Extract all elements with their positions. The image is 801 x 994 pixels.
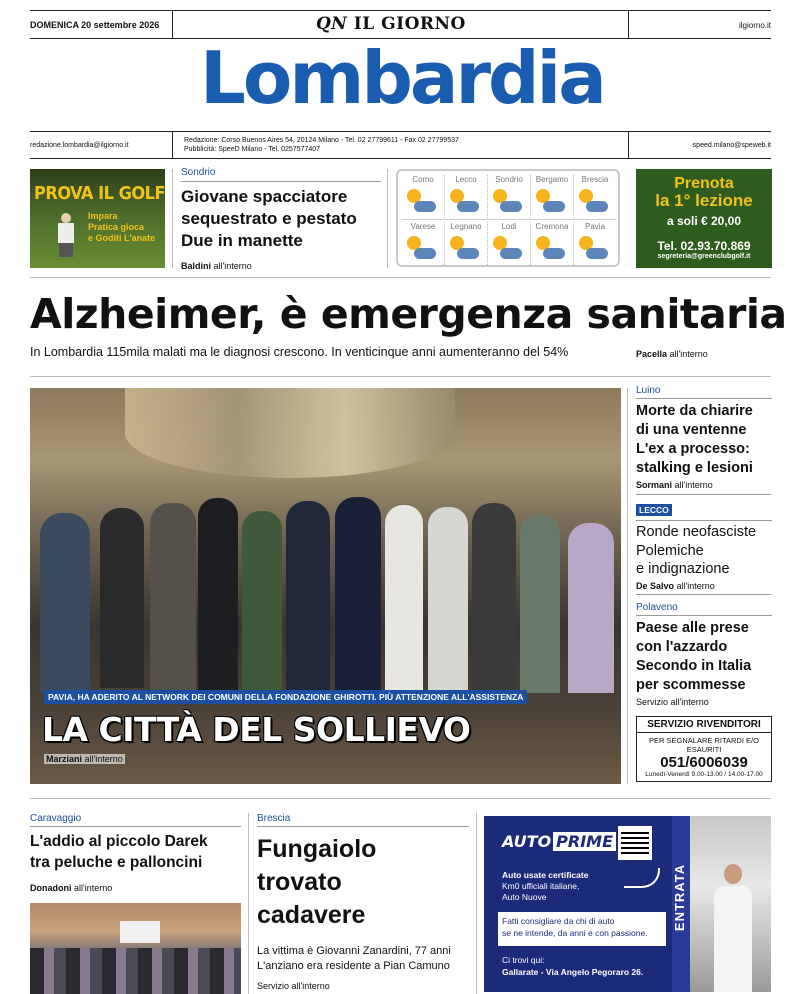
photo-headline: LA CITTÀ DEL SOLLIEVO — [42, 710, 471, 749]
auto-message-box — [498, 912, 666, 946]
weather-cell — [488, 222, 531, 265]
golf-ad-line3: e Goditi L'anate — [88, 233, 156, 243]
auto-line6: Ci trovi qui: — [502, 955, 545, 965]
story-sondrio-tag: Sondrio — [181, 167, 216, 178]
golf-ad-right-line2: la 1° lezione — [655, 191, 753, 210]
funeral-photo — [30, 903, 241, 994]
group-of-people — [30, 493, 621, 693]
story-caravaggio-headline: L'addio al piccolo Darek tra peluche e palloncini — [30, 833, 208, 871]
resellers-text: PER SEGNALARE RITARDI E/O ESAURITI — [649, 736, 759, 754]
sidebar-headline: Morte da chiarire di una ventenne L'ex a processo: stalking e lesioni — [636, 403, 753, 476]
auto-line2: Km0 ufficiali italiane, — [502, 881, 580, 891]
sidebar-tag: Polaveno — [636, 602, 678, 613]
city-name: Pavia — [584, 222, 605, 231]
auto-line7: Gallarate - Via Angelo Pegoraro 26. — [502, 967, 644, 977]
auto-line5: se ne intende, da anni e con passione. — [502, 928, 648, 938]
edition-title: Lombardia — [200, 36, 604, 120]
weather-cell — [531, 222, 574, 265]
weather-cell — [574, 175, 616, 218]
qn-logo: QN — [316, 14, 348, 34]
resellers-box — [636, 716, 772, 782]
story-sondrio-headline: Giovane spacciatore sequestrato e pestato Due in manette — [181, 187, 357, 250]
weather-cell — [574, 222, 616, 265]
city-name: Sondrio — [495, 175, 523, 184]
city-name: Lodi — [501, 222, 517, 231]
sidebar-story-polaveno[interactable] — [636, 602, 772, 707]
story-brescia-headline: Fungaiolo trovato cadavere — [257, 835, 377, 929]
city-name: Legnano — [450, 222, 482, 231]
golf-ad-left[interactable] — [30, 169, 165, 268]
story-caravaggio-byline: Donadoni all'interno — [30, 883, 113, 893]
story-caravaggio-tag: Caravaggio — [30, 813, 82, 824]
story-brescia[interactable] — [257, 813, 469, 991]
golf-ad-right-line1: Prenota — [674, 175, 734, 192]
arrow-icon — [624, 868, 660, 888]
weather-cell — [402, 222, 445, 265]
story-caravaggio[interactable] — [30, 813, 241, 893]
golf-ad-right-email: segreteria@greenclubgolf.it — [657, 253, 751, 260]
sidebar-tag: Luino — [636, 385, 661, 396]
sidebar-headline: Paese alle prese con l'azzardo Secondo in Italia per scommesse — [636, 620, 752, 693]
sidebar-headline: Ronde neofasciste Polemiche e indignazione — [636, 524, 757, 577]
weather-cell — [488, 175, 531, 218]
weather-cell — [402, 175, 445, 218]
story-brescia-tag: Brescia — [257, 813, 291, 824]
email-right: speed.milano@speweb.it — [692, 142, 771, 149]
story-sondrio-byline: Baldini all'interno — [181, 261, 252, 271]
sidebar-byline: Servizio all'interno — [636, 697, 709, 707]
golf-ad-line2: Pratica gioca — [88, 222, 145, 232]
auto-line4: Fatti consigliare da chi di auto — [502, 916, 615, 926]
showroom-photo — [690, 816, 771, 992]
address-line1: Redazione: Corso Buenos Aires 54, 20124 Milano - Tel. 02 27799611 - Fax 02 27799537 — [184, 137, 459, 144]
sidebar-story-luino[interactable] — [636, 385, 772, 490]
auto-line3: Auto Nuove — [502, 892, 547, 902]
photo-story[interactable] — [30, 388, 621, 784]
sidebar-tag: LECCO — [636, 504, 672, 516]
golf-ad-right-phone: Tel. 02.93.70.869 — [657, 239, 751, 253]
golfer-figure — [56, 213, 76, 257]
sidebar-byline: Sormani all'interno — [636, 480, 713, 490]
city-name: Como — [412, 175, 434, 184]
lead-headline[interactable]: Alzheimer, è emergenza sanitaria — [30, 290, 787, 338]
weather-cell — [531, 175, 574, 218]
weather-box — [396, 169, 620, 267]
ceiling-fresco — [125, 388, 455, 478]
story-brescia-body: La vittima è Giovanni Zanardini, 77 anni L'anziano era residente a Pian Camuno — [257, 945, 451, 972]
sidebar-story-lecco[interactable] — [636, 500, 772, 591]
weather-cell — [445, 222, 488, 265]
photo-kicker: PAVIA, HA ADERITO AL NETWORK DEI COMUNI DELLA FONDAZIONE GHIROTTI. PIÙ ATTENZIONE ALL'ASSISTENZA — [44, 690, 527, 704]
golf-ad-right[interactable] — [636, 169, 772, 268]
photo-byline: Marziani all'interno — [46, 754, 123, 764]
city-name: Cremona — [535, 222, 569, 231]
auto-line1: Auto usate certificate — [502, 870, 589, 880]
weather-row-1 — [402, 175, 616, 218]
lead-byline: Pacella all'interno — [636, 349, 708, 359]
sidebar-byline: De Salvo all'interno — [636, 580, 715, 591]
city-name: Bergamo — [535, 175, 569, 184]
entrata-sign: ENTRATA — [672, 816, 690, 992]
story-brescia-byline: Servizio all'interno — [257, 981, 330, 991]
weather-row-2 — [402, 222, 616, 265]
golf-ad-title: PROVA IL GOLF — [34, 183, 165, 204]
golf-ad-right-line3: a soli € 20,00 — [666, 214, 742, 228]
city-name: Brescia — [581, 175, 609, 184]
resellers-phone[interactable]: 051/6006039 — [660, 754, 748, 771]
resellers-title: SERVIZIO RIVENDITORI — [637, 717, 771, 733]
auto-prime-ad[interactable] — [484, 816, 771, 992]
weather-cell — [445, 175, 488, 218]
golf-ad-line1: Impara — [88, 211, 118, 221]
story-sondrio[interactable] — [181, 167, 381, 271]
salesman-figure — [712, 864, 752, 992]
qr-code — [618, 826, 652, 860]
address-line2: Pubblicità: SpeeD Milano - Tel. 0257577407 — [184, 146, 321, 153]
lead-subhead: In Lombardia 115mila malati ma le diagnosi crescono. In venticinque anni aumenteranno del 54% — [30, 345, 569, 359]
resellers-hours: Lunedì-Venerdì 9.00-13.00 / 14.00-17.00 — [645, 771, 763, 778]
email-left: redazione.lombardia@ilgiorno.it — [30, 142, 129, 149]
city-name: Lecco — [455, 175, 477, 184]
issue-date: DOMENICA 20 settembre 2026 — [30, 20, 160, 30]
paper-logo — [316, 14, 466, 34]
paper-name: IL GIORNO — [353, 14, 466, 34]
city-name: Varese — [410, 222, 436, 231]
auto-prime-logo: AUTO PRIME — [502, 832, 616, 851]
website: ilgiorno.it — [738, 21, 771, 30]
